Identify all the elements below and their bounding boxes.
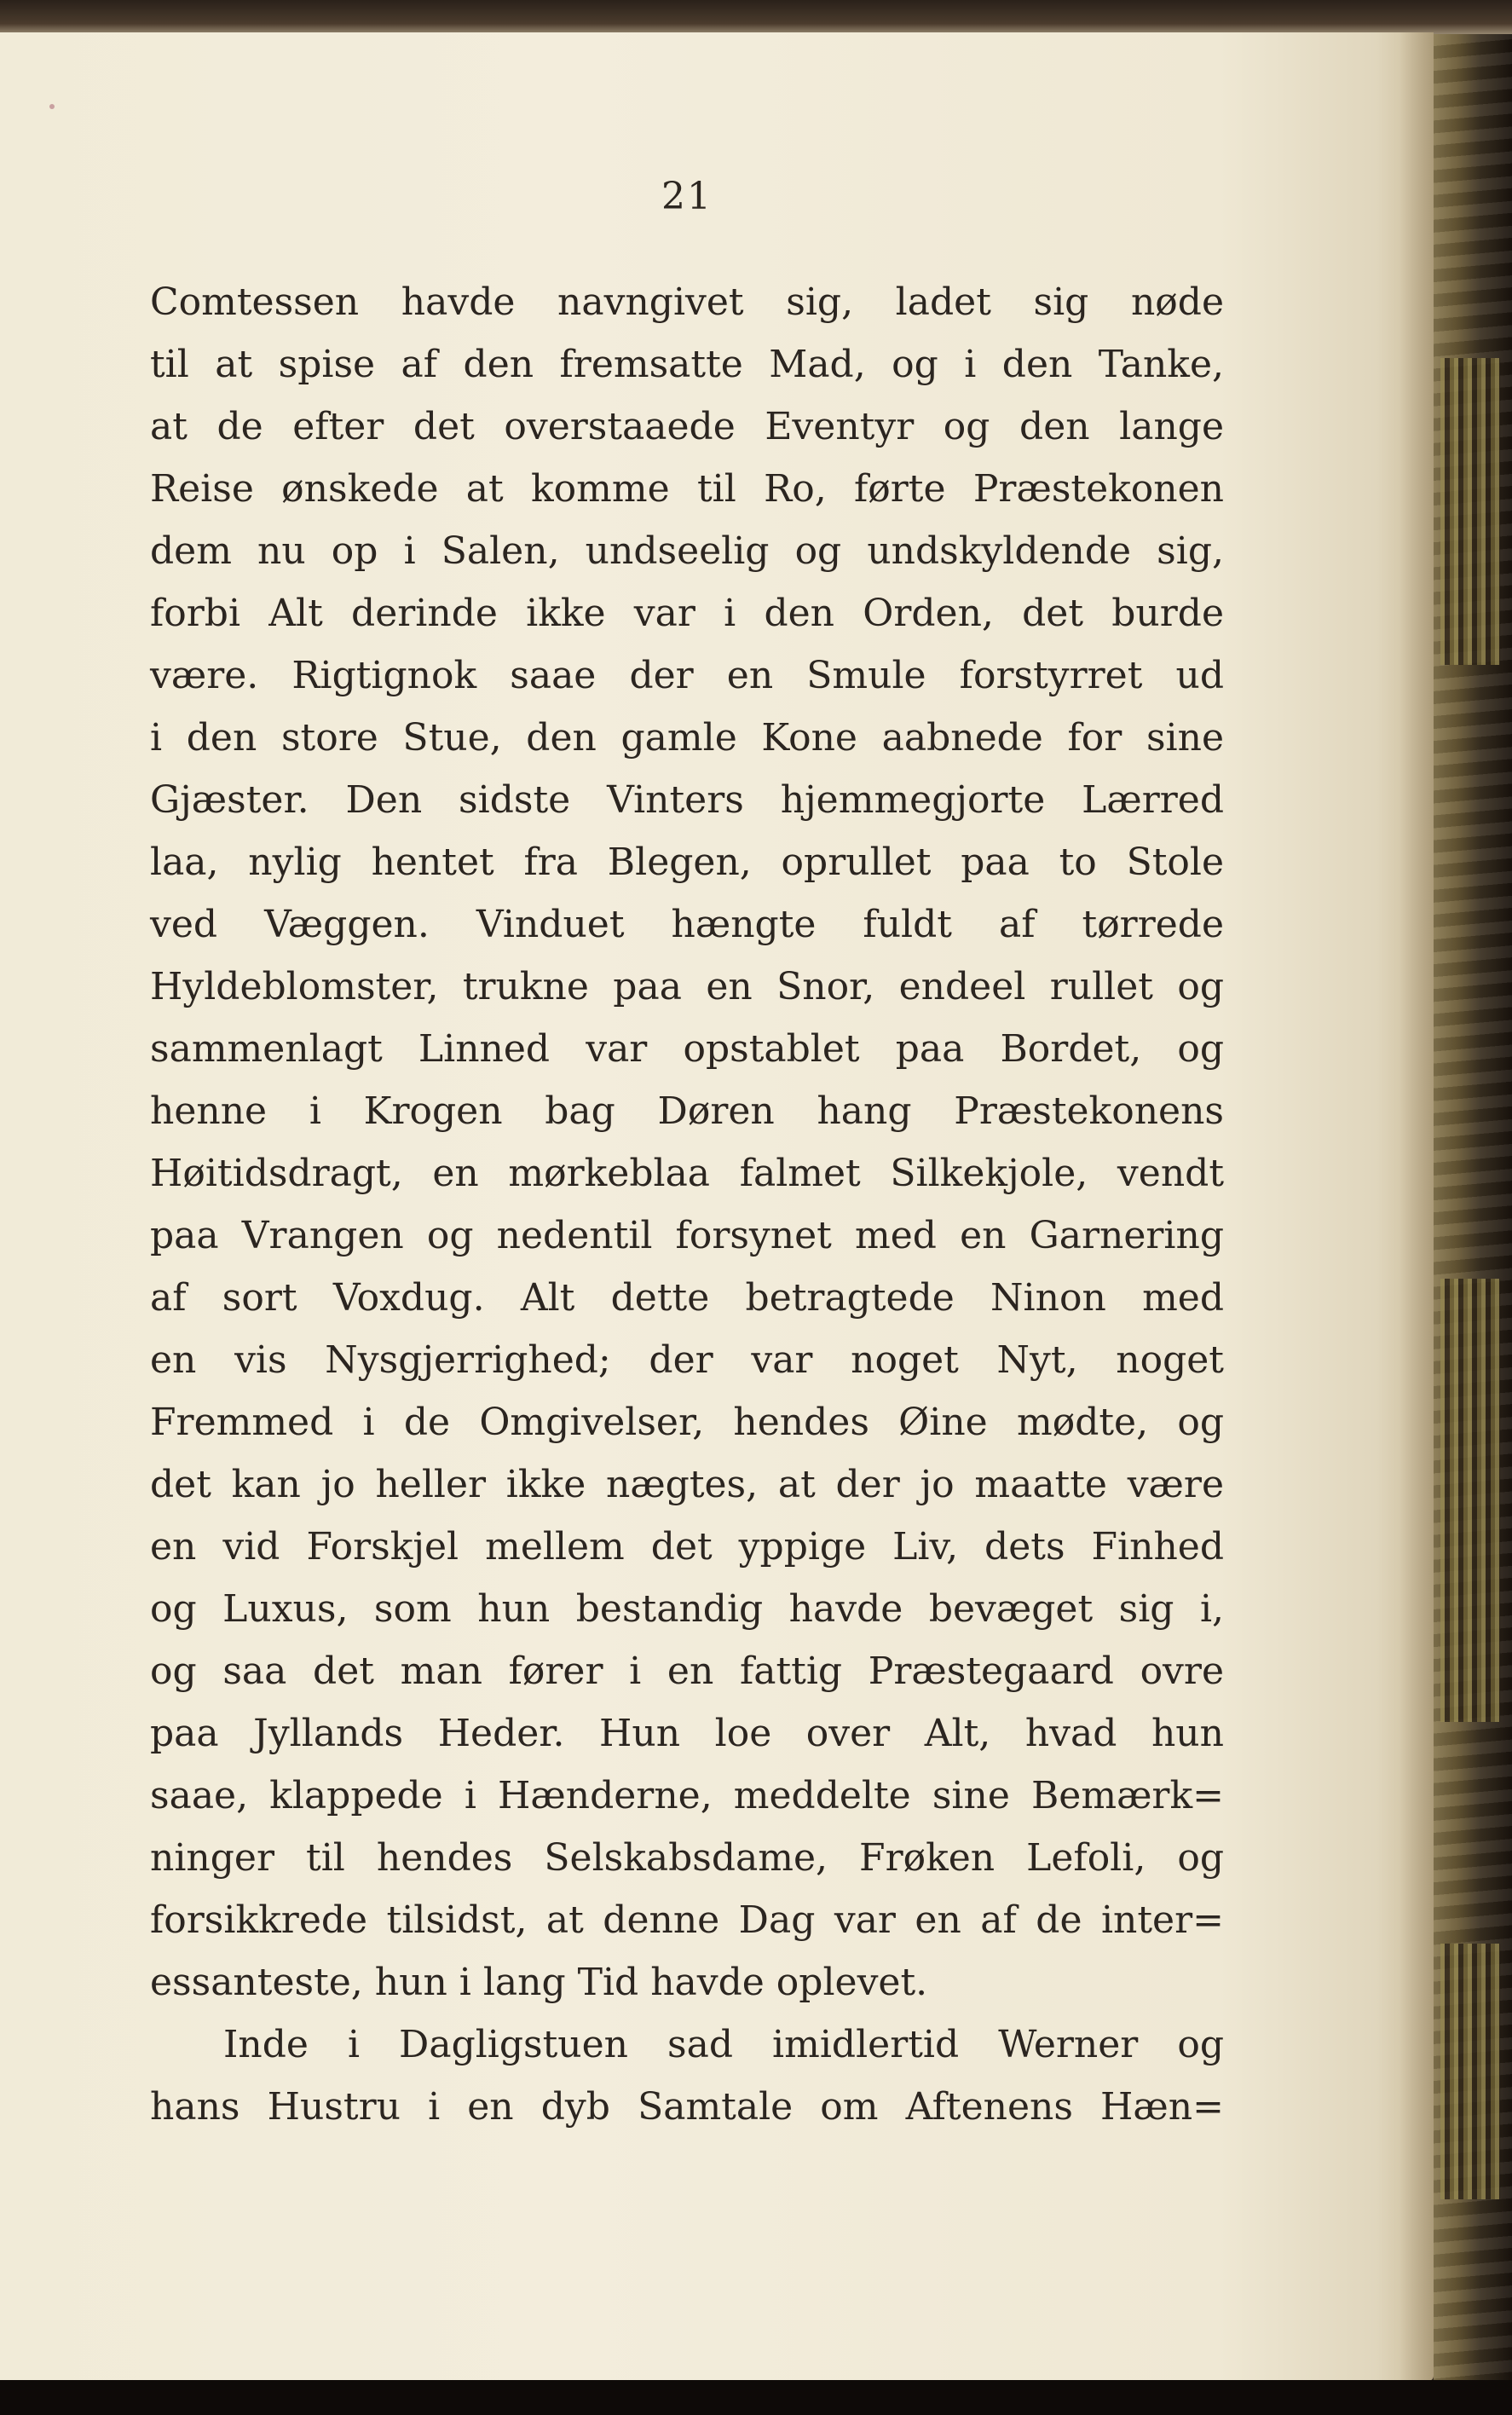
binding-texture	[1440, 1279, 1500, 1722]
book-bottom-edge	[0, 2380, 1512, 2415]
text-line: saae, klappede i Hænderne, meddelte sine Bemærk=	[150, 1774, 1224, 1817]
text-line: Comtessen havde navngivet sig, ladet sig nøde	[150, 280, 1224, 324]
text-line: Inde i Dagligstuen sad imidlertid Werner og	[223, 2023, 1224, 2066]
text-line: Reise ønskede at komme til Ro, førte Præstekonen	[150, 467, 1224, 511]
text-line: laa, nylig hentet fra Blegen, oprullet paa to Stole	[150, 841, 1224, 884]
page-gutter-shadow	[1399, 32, 1434, 2381]
text-line: Gjæster. Den sidste Vinters hjemmegjorte Lærred	[150, 778, 1224, 822]
text-line: Hyldeblomster, trukne paa en Snor, endeel rullet og	[150, 965, 1224, 1008]
text-line: paa Vrangen og nedentil forsynet med en Garnering	[150, 1214, 1224, 1257]
text-line: dem nu op i Salen, undseelig og undskyldende sig,	[150, 529, 1224, 573]
binding-texture	[1440, 358, 1500, 665]
text-line: at de efter det overstaaede Eventyr og den lange	[150, 405, 1224, 448]
text-line: det kan jo heller ikke nægtes, at der jo maatte være	[150, 1463, 1224, 1506]
text-line: Høitidsdragt, en mørkeblaa falmet Silkekjole, vendt	[150, 1152, 1224, 1195]
text-line: paa Jyllands Heder. Hun loe over Alt, hvad hun	[150, 1712, 1224, 1755]
text-line: henne i Krogen bag Døren hang Præstekonens	[150, 1089, 1224, 1133]
text-line: forsikkrede tilsidst, at denne Dag var en af de inter=	[150, 1898, 1224, 1942]
text-line: og saa det man fører i en fattig Præstegaard ovre	[150, 1649, 1224, 1693]
text-line: og Luxus, som hun bestandig havde bevæget sig i,	[150, 1587, 1224, 1631]
text-line: i den store Stue, den gamle Kone aabnede for sine	[150, 716, 1224, 760]
paper-speck	[49, 104, 55, 109]
text-line: Fremmed i de Omgivelser, hendes Øine mødte, og	[150, 1401, 1224, 1444]
text-line: forbi Alt derinde ikke var i den Orden, det burde	[150, 592, 1224, 635]
text-line: ninger til hendes Selskabsdame, Frøken Lefoli, og	[150, 1836, 1224, 1880]
text-line: af sort Voxdug. Alt dette betragtede Ninon med	[150, 1276, 1224, 1320]
text-line: en vis Nysgjerrighed; der var noget Nyt, noget	[150, 1338, 1224, 1382]
paragraph	[150, 271, 1224, 2013]
text-line: til at spise af den fremsatte Mad, og i den Tanke,	[150, 343, 1224, 386]
text-line: ved Væggen. Vinduet hængte fuldt af tørrede	[150, 903, 1224, 946]
binding-texture	[1440, 1944, 1500, 2199]
text-line: essanteste, hun i lang Tid havde oplevet.	[150, 1961, 928, 2004]
paragraph	[150, 2013, 1224, 2138]
page-number: 21	[661, 175, 713, 218]
text-line: en vid Forskjel mellem det yppige Liv, dets Finhed	[150, 1525, 1224, 1569]
text-line: være. Rigtignok saae der en Smule forstyrret ud	[150, 654, 1224, 697]
body-text	[150, 271, 1224, 2138]
text-line: hans Hustru i en dyb Samtale om Aftenens Hæn=	[150, 2085, 1224, 2129]
text-line: sammenlagt Linned var opstablet paa Bordet, og	[150, 1027, 1224, 1071]
